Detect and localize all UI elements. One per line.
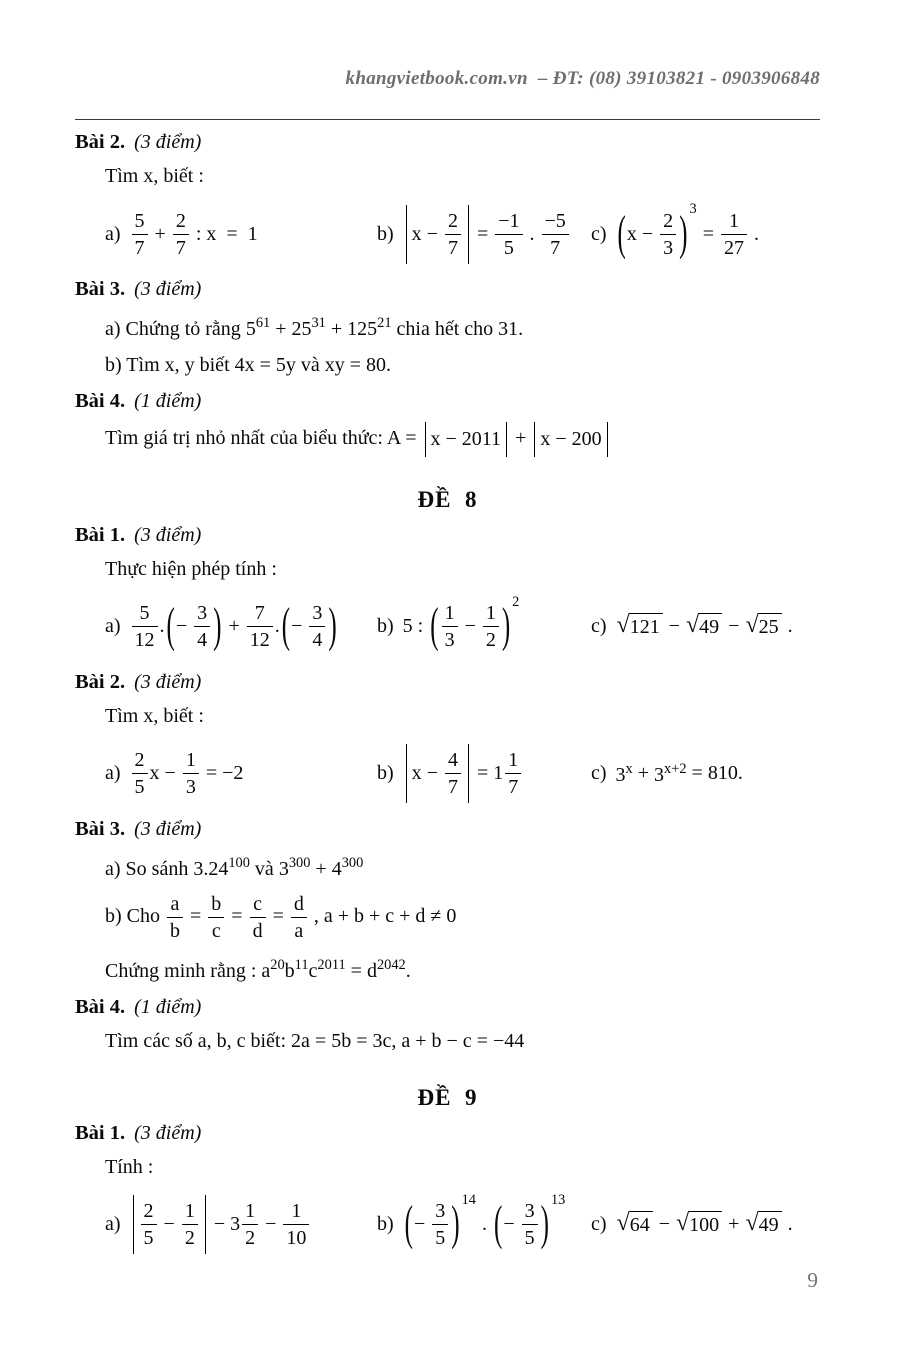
math-txt: = (226, 904, 248, 927)
math-paren (166, 601, 223, 652)
math-abs (133, 1195, 206, 1254)
math-frac: $\frac{3}{5}$ (522, 1199, 538, 1250)
radical-sign: √ (676, 1210, 690, 1237)
math-txt: + (149, 222, 171, 245)
exercise-title (75, 671, 820, 694)
radical-sign: √ (745, 1210, 759, 1237)
math-frac: $\frac{-5}{7}$ (542, 209, 569, 260)
header-text: khangvietbook.com.vn – ĐT: (08) 39103821 - 0903906848 (345, 68, 820, 89)
math-txt: + (270, 317, 292, 340)
math-txt: b) Tìm x, y biết 4x = 5y và xy = 80. (105, 353, 392, 376)
problem-item (591, 613, 820, 640)
exercise-number: Bài 3. (75, 817, 126, 840)
exercise-title (75, 524, 820, 547)
radical-sign: √ (745, 612, 759, 639)
left-paren: ( (430, 600, 439, 654)
math-txt: = (697, 222, 719, 245)
math-pow: $3^{x+2}$ (654, 760, 687, 786)
text-line (75, 892, 820, 943)
math-txt: − 3 (208, 1213, 241, 1236)
math-frac: $\frac{3}{4}$ (309, 601, 325, 652)
math-pow: $5^{61}$ (245, 315, 271, 340)
problem-label: a) (105, 762, 121, 785)
math-txt: = (185, 904, 207, 927)
exercise-number: Bài 1. (75, 1121, 126, 1144)
problem-item (591, 1211, 820, 1238)
exponent: 2 (512, 594, 520, 611)
math-txt: x − 200 (540, 427, 602, 450)
math-txt: . (782, 615, 793, 638)
problem-label: c) (591, 1213, 607, 1236)
math-frac: $\frac{2}{5}$ (132, 748, 148, 799)
math-frac: $\frac{a}{b}$ (167, 892, 183, 943)
exercise-number: Bài 4. (75, 995, 126, 1018)
math-abs (534, 422, 607, 457)
problem-item (105, 209, 377, 260)
math-frac: $\frac{3}{4}$ (194, 601, 210, 652)
math-frac: $\frac{1}{7}$ (505, 748, 521, 799)
right-paren: ) (540, 1198, 549, 1252)
exercise-title (75, 390, 820, 413)
text-line (75, 556, 820, 583)
text-line (75, 1028, 820, 1055)
math-frac: $\frac{2}{3}$ (660, 209, 676, 260)
math-row (75, 1192, 820, 1258)
math-frac: $\frac{b}{c}$ (208, 892, 224, 943)
math-pow: 3$^x$ (615, 760, 633, 786)
radical-sign: √ (686, 612, 700, 639)
math-frac: $\frac{1}{3}$ (442, 601, 458, 652)
problem-label: a) (105, 222, 121, 245)
math-txt: x − 2011 (430, 427, 502, 450)
math-txt: + (510, 427, 532, 449)
problem-item (591, 201, 820, 261)
math-txt: : x = 1 (190, 222, 258, 245)
math-sqrt: √ 49 (745, 1211, 781, 1238)
exercise-number: Bài 2. (75, 670, 126, 693)
math-txt: . (782, 1213, 793, 1236)
math-txt: Chứng minh rằng : (105, 959, 262, 982)
text-line (75, 703, 820, 730)
math-frac: $\frac{7}{12}$ (247, 601, 273, 652)
math-txt: Tính : (105, 1155, 154, 1178)
math-frac: $\frac{1}{2}$ (242, 1199, 258, 1250)
problem-label: a) (105, 1213, 121, 1236)
text-line (75, 422, 820, 457)
math-txt: + (310, 857, 332, 880)
math-sqrt: √ 64 (617, 1211, 653, 1238)
math-pow: $24^{100}$ (208, 854, 250, 880)
math-sqrt: √ 100 (676, 1211, 722, 1238)
math-frac: $\frac{4}{7}$ (445, 748, 461, 799)
math-txt: x − (149, 762, 181, 785)
problem-item (377, 594, 591, 654)
math-txt: − (663, 615, 685, 638)
problem-item (591, 761, 820, 787)
text-line (75, 310, 820, 343)
problem-label: b) (377, 1213, 394, 1236)
math-txt: = (267, 904, 289, 927)
math-txt: a) Chứng tỏ rằng (105, 317, 246, 340)
math-txt: Tìm x, biết : (105, 165, 204, 187)
problem-label: c) (591, 615, 607, 638)
math-abs (425, 422, 508, 457)
math-txt: − (158, 1213, 180, 1236)
math-pow: $c^{2011}$ (308, 956, 346, 982)
math-txt: b) Cho (105, 904, 165, 927)
problem-item (377, 744, 591, 803)
math-frac: $\frac{1}{2}$ (483, 601, 499, 652)
math-frac: $\frac{2}{7}$ (445, 209, 461, 260)
math-txt: và (249, 857, 279, 880)
math-paren (617, 201, 697, 261)
math-pow: $125^{21}$ (347, 315, 392, 340)
math-pow: $b^{11}$ (284, 956, 309, 982)
de-title: ĐỀ 8 (417, 486, 478, 512)
math-row (75, 741, 820, 807)
exercise-number: Bài 2. (75, 131, 126, 153)
math-pow: $a^{20}$ (261, 956, 285, 982)
exercise-title (75, 278, 820, 301)
math-txt: − (175, 615, 193, 638)
math-txt: = 810. (686, 762, 743, 785)
exercise-points: (3 điểm) (134, 131, 202, 153)
math-txt: . (748, 222, 759, 245)
exercise-title (75, 1122, 820, 1145)
math-txt: . (159, 615, 165, 638)
problem-label: c) (591, 222, 607, 245)
radical-sign: √ (616, 612, 630, 639)
problem-item (105, 601, 377, 652)
math-txt: − (723, 615, 745, 638)
math-txt: + (723, 1213, 745, 1236)
left-paren: ( (166, 600, 175, 654)
problem-label: b) (377, 762, 394, 785)
math-txt: . (274, 615, 280, 638)
math-frac: $\frac{2}{7}$ (173, 209, 189, 260)
math-paren (429, 594, 520, 654)
exercise-number: Bài 1. (75, 523, 126, 546)
math-paren (404, 1192, 476, 1252)
math-frac: $\frac{5}{12}$ (132, 601, 158, 652)
math-txt: − (291, 615, 308, 638)
exercise-points: (1 điểm) (134, 995, 202, 1018)
math-txt: + (223, 615, 245, 638)
math-txt: Thực hiện phép tính : (105, 557, 277, 580)
math-txt: Tìm các số a, b, c biết: 2a = 5b = 3c, a + b − c = −44 (105, 1029, 525, 1052)
math-txt: = (345, 959, 367, 982)
exponent: 3 (689, 201, 697, 218)
right-paren: ) (501, 600, 511, 654)
math-pow: $4^{300}$ (331, 854, 364, 880)
problem-label: b) (377, 222, 394, 245)
math-frac: $\frac{-1}{5}$ (495, 209, 522, 260)
left-paren: ( (494, 1198, 503, 1252)
problem-item (105, 748, 377, 799)
math-txt: + (325, 317, 348, 340)
math-txt: − (414, 1213, 431, 1236)
math-paren (281, 601, 338, 652)
math-txt: = 1 (471, 762, 504, 785)
text-line (75, 352, 820, 379)
problem-label: a) (105, 615, 121, 638)
math-txt: x − (626, 222, 659, 245)
exponent: 13 (550, 1192, 566, 1209)
math-txt: chia hết cho 31. (391, 317, 524, 340)
math-txt: − (260, 1213, 282, 1236)
math-txt: = −2 (200, 762, 244, 785)
math-frac: $\frac{1}{27}$ (721, 209, 747, 260)
math-txt: + (632, 762, 655, 785)
math-txt: = (471, 222, 494, 245)
exercise-points: (3 điểm) (134, 670, 202, 693)
math-txt: Tìm x, biết : (105, 704, 204, 727)
math-txt: − (459, 615, 481, 638)
problem-label: b) (377, 615, 394, 638)
left-paren: ( (281, 600, 291, 654)
math-row (75, 201, 820, 267)
exercise-number: Bài 4. (75, 389, 126, 412)
math-pow: $d^{2042}$ (366, 956, 406, 982)
math-frac: $\frac{3}{5}$ (432, 1199, 448, 1250)
math-abs (406, 744, 469, 803)
document-content (75, 131, 820, 1258)
math-frac: $\frac{1}{2}$ (182, 1199, 198, 1250)
right-paren: ) (328, 600, 337, 654)
math-txt: , a + b + c + d ≠ 0 (308, 904, 457, 927)
exercise-title (75, 818, 820, 841)
de-title: ĐỀ 9 (417, 1084, 478, 1110)
math-sqrt: √ 49 (686, 613, 722, 640)
math-frac: $\frac{1}{10}$ (283, 1199, 309, 1250)
right-paren: ) (679, 207, 688, 261)
problem-item (377, 1192, 591, 1252)
exercise-points: (3 điểm) (134, 523, 202, 546)
left-paren: ( (404, 1198, 413, 1252)
math-frac: $\frac{1}{3}$ (183, 748, 199, 799)
right-paren: ) (451, 1198, 460, 1252)
math-row (75, 594, 820, 660)
text-line (75, 1154, 820, 1181)
math-pow: $25^{31}$ (291, 315, 326, 340)
math-frac: $\frac{5}{7}$ (132, 209, 148, 260)
math-txt: 5 : (402, 615, 429, 638)
exercise-points: (3 điểm) (134, 1121, 202, 1144)
math-txt: x − (411, 222, 443, 245)
math-txt: a) So sánh 3. (105, 857, 209, 880)
exercise-points: (3 điểm) (134, 817, 202, 840)
math-frac: $\frac{d}{a}$ (291, 892, 307, 943)
math-txt: . (405, 959, 411, 982)
math-paren (493, 1192, 566, 1252)
math-pow: $3^{300}$ (278, 854, 311, 880)
math-frac: $\frac{c}{d}$ (250, 892, 266, 943)
right-paren: ) (213, 600, 222, 654)
exercise-points: (1 điểm) (134, 389, 202, 412)
problem-item (377, 205, 591, 264)
math-txt: . (524, 222, 540, 245)
math-sqrt: √ 121 (617, 613, 663, 640)
exercise-title (75, 996, 820, 1019)
math-abs (406, 205, 469, 264)
math-txt: . (477, 1213, 492, 1236)
left-paren: ( (617, 207, 626, 261)
math-txt: x − (411, 762, 443, 785)
math-txt: Tìm giá trị nhỏ nhất của biểu thức: A = (105, 427, 422, 449)
text-line (75, 850, 820, 883)
exercise-title (75, 131, 820, 154)
text-line (75, 952, 820, 985)
text-line (75, 163, 820, 190)
exercise-points: (3 điểm) (134, 278, 202, 300)
math-txt: − (653, 1213, 675, 1236)
math-txt: − (503, 1213, 520, 1236)
math-frac: $\frac{2}{5}$ (141, 1199, 157, 1250)
exercise-number: Bài 3. (75, 278, 126, 300)
exponent: 14 (461, 1192, 476, 1209)
page-header (75, 46, 820, 120)
page-number: 9 (807, 1268, 818, 1292)
problem-item (105, 1195, 377, 1254)
radical-sign: √ (616, 1210, 630, 1237)
math-sqrt: √ 25 (745, 613, 781, 640)
problem-label: c) (591, 762, 607, 785)
